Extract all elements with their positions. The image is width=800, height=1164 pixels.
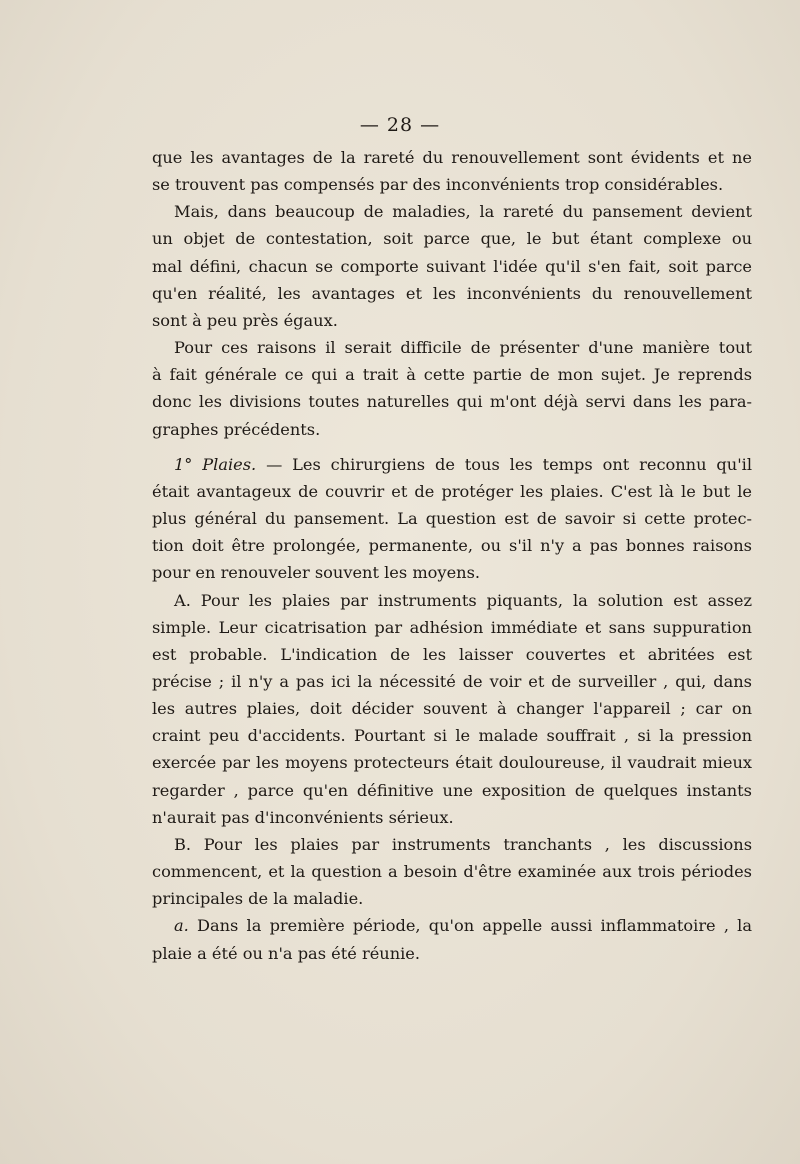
body-text [152, 144, 752, 967]
text-line [152, 451, 752, 478]
paragraph [152, 831, 752, 912]
text-line: craint peu d'accidents. Pourtant si le malade souffrait , si la pression [152, 726, 752, 746]
text-line: Pour ces raisons il serait difficile de présenter d'une manière tout [174, 338, 752, 358]
text-line: graphes précédents. [152, 419, 321, 439]
text-line: que les avantages de la rareté du renouvellement sont évidents et ne [152, 148, 752, 167]
text-line: commencent, et la question a besoin d'être examinée aux trois périodes [152, 862, 752, 882]
text-line: qu'en réalité, les avantages et les inconvénients du renouvellement [152, 283, 752, 303]
text-line: un objet de contestation, soit parce que, le but étant complexe ou [152, 229, 752, 249]
text-line: mal défini, chacun se comporte suivant l'idée qu'il s'en fait, soit parce [152, 256, 752, 276]
text-line: précise ; il n'y a pas ici la nécessité de voir et de surveiller , qui, dans [152, 671, 752, 691]
subsection-marker: a. [174, 916, 189, 936]
text-line: B. Pour les plaies par instruments tranchants , les discussions [174, 834, 752, 854]
paragraph [152, 587, 752, 831]
text-line: à fait générale ce qui a trait à cette partie de mon sujet. Je reprends [152, 365, 752, 385]
text-line: sont à peu près égaux. [152, 310, 338, 330]
paragraph [152, 144, 752, 198]
text-line: exercée par les moyens protecteurs était douloureuse, il vaudrait mieux [152, 753, 752, 773]
text-line: est probable. L'indication de les laisser couvertes et abritées est [152, 644, 752, 664]
text-line: tion doit être prolongée, permanente, ou s'il n'y a pas bonnes raisons [152, 536, 752, 556]
text-run: Dans la première période, qu'on appelle aussi inflammatoire , la [188, 916, 752, 936]
paragraph [152, 912, 752, 966]
text-line: était avantageux de couvrir et de protéger les plaies. C'est là le but le [152, 481, 752, 501]
paragraph [152, 198, 752, 334]
page-number: — 28 — [359, 114, 441, 136]
paragraph-plaies [152, 451, 752, 587]
text-line: plus général du pansement. La question est de savoir si cette protec- [152, 509, 752, 529]
text-line: les autres plaies, doit décider souvent à changer l'appareil ; car on [152, 699, 752, 719]
text-line: plaie a été ou n'a pas été réunie. [152, 943, 421, 963]
paragraph [152, 334, 752, 443]
text-run: — Les chirurgiens de tous les temps ont reconnu qu'il [256, 454, 753, 474]
text-line: n'aurait pas d'inconvénients sérieux. [152, 807, 454, 827]
text-line: donc les divisions toutes naturelles qui m'ont déjà servi dans les para- [152, 392, 752, 412]
text-line: pour en renouveler souvent les moyens. [152, 563, 481, 583]
text-line: regarder , parce qu'en définitive une exposition de quelques instants [152, 780, 752, 800]
text-line: A. Pour les plaies par instruments piquants, la solution est assez [174, 590, 752, 610]
text-line: Mais, dans beaucoup de maladies, la rareté du pansement devient [174, 202, 752, 222]
text-line [152, 912, 752, 939]
text-line: se trouvent pas compensés par des inconvénients trop considérables. [152, 175, 724, 195]
text-line: simple. Leur cicatrisation par adhésion immédiate et sans suppuration [152, 617, 752, 637]
section-heading-plaies: 1° Plaies. [174, 454, 257, 474]
text-line: principales de la maladie. [152, 889, 364, 909]
